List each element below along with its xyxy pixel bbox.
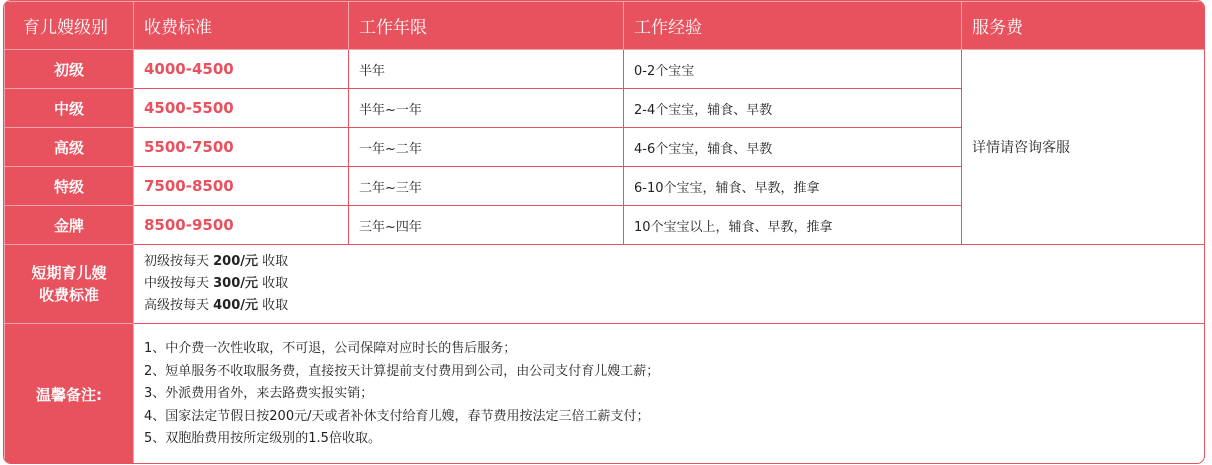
notes-label: 温馨备注:	[5, 324, 134, 465]
level-cell: 中级	[5, 89, 134, 128]
notes-row	[5, 324, 1206, 465]
level-cell: 金牌	[5, 206, 134, 245]
short-term-body	[134, 245, 1206, 324]
header-level: 育儿嫂级别	[5, 2, 134, 50]
fee-cell: 4500-5500	[134, 89, 349, 128]
experience-cell: 6-10个宝宝，辅食、早教，推拿	[624, 167, 962, 206]
short-term-item: 高级按每天 400/元 收取	[144, 298, 289, 313]
short-term-label	[5, 245, 134, 324]
note-item: 4、国家法定节假日按200元/天或者补休支付给育儿嫂，春节费用按法定三倍工薪支付；	[144, 408, 650, 424]
table-header-row	[5, 2, 1206, 50]
years-cell: 二年~三年	[349, 167, 624, 206]
years-cell: 一年~二年	[349, 128, 624, 167]
nanny-fee-table	[4, 1, 1205, 464]
note-item: 1、中介费一次性收取，不可退，公司保障对应时长的售后服务；	[144, 341, 517, 357]
years-cell: 三年~四年	[349, 206, 624, 245]
note-item: 5、双胞胎费用按所定级别的1.5倍收取。	[144, 431, 381, 447]
service-fee-cell: 详情请咨询客服	[962, 50, 1206, 245]
fee-cell: 8500-9500	[134, 206, 349, 245]
fee-cell: 5500-7500	[134, 128, 349, 167]
short-term-label-line2: 收费标准	[38, 286, 99, 304]
fee-cell: 4000-4500	[134, 50, 349, 89]
years-cell: 半年	[349, 50, 624, 89]
header-experience: 工作经验	[624, 2, 962, 50]
fee-table-container	[3, 0, 1205, 464]
fee-cell: 7500-8500	[134, 167, 349, 206]
short-term-item: 初级按每天 200/元 收取	[144, 254, 289, 269]
level-cell: 初级	[5, 50, 134, 89]
short-term-label-line1: 短期育儿嫂	[31, 264, 107, 282]
experience-cell: 10个宝宝以上，辅食、早教，推拿	[624, 206, 962, 245]
header-fee: 收费标准	[134, 2, 349, 50]
experience-cell: 4-6个宝宝，辅食、早教	[624, 128, 962, 167]
note-item: 2、短单服务不收取服务费，直接按天计算提前支付费用到公司，由公司支付育儿嫂工薪；	[144, 363, 660, 379]
short-term-item: 中级按每天 300/元 收取	[144, 276, 289, 291]
header-years: 工作年限	[349, 2, 624, 50]
level-cell: 高级	[5, 128, 134, 167]
short-term-row	[5, 245, 1206, 324]
table-row	[5, 50, 1206, 89]
notes-body	[134, 324, 1206, 465]
header-service-fee: 服务费	[962, 2, 1206, 50]
note-item: 3、外派费用省外，来去路费实报实销；	[144, 386, 374, 402]
experience-cell: 2-4个宝宝，辅食、早教	[624, 89, 962, 128]
years-cell: 半年~一年	[349, 89, 624, 128]
level-cell: 特级	[5, 167, 134, 206]
experience-cell: 0-2个宝宝	[624, 50, 962, 89]
